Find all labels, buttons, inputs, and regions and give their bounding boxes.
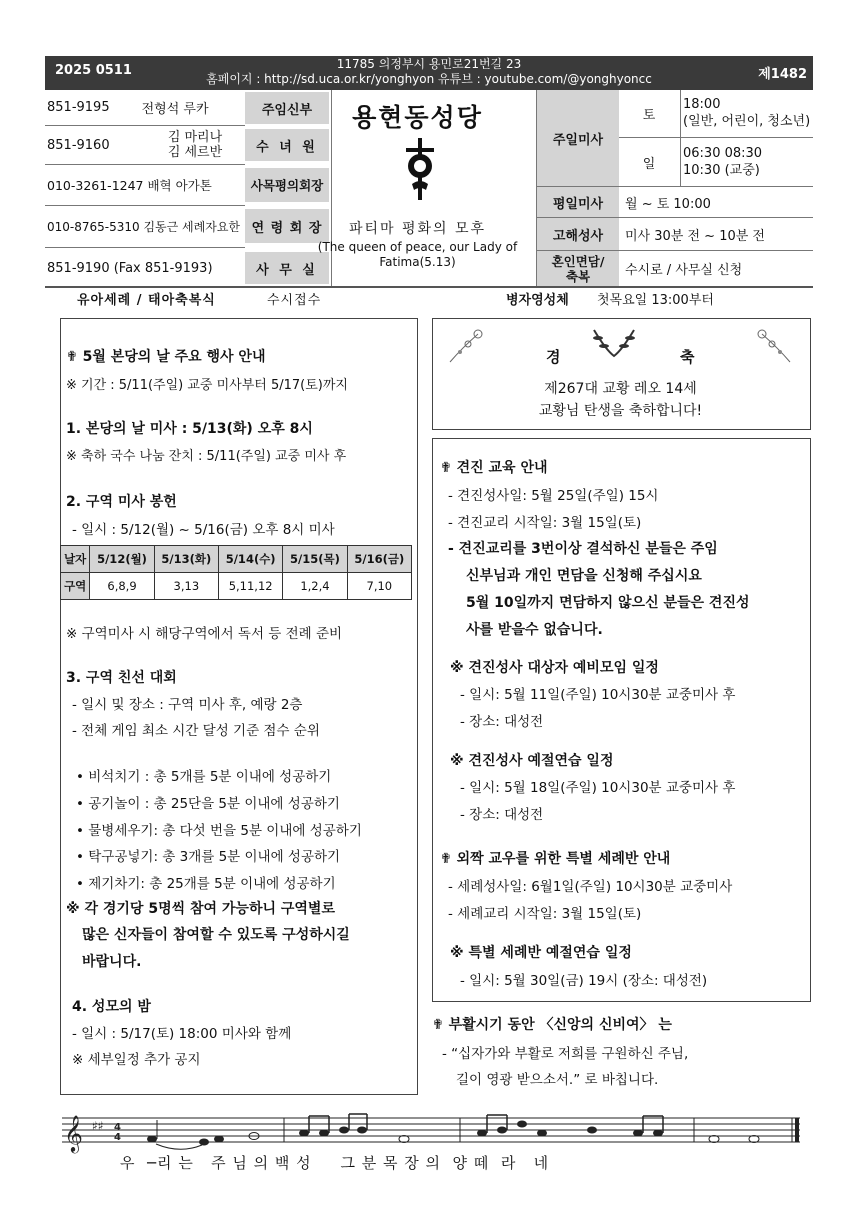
- issue-date: 2025 0511: [55, 63, 132, 78]
- svg-text:4: 4: [114, 1132, 121, 1143]
- rehearsal-title: ※ 견진성사 예절연습 일정: [450, 753, 614, 769]
- parish-day-period: ※ 기간 : 5/11(주일) 교중 미사부터 5/17(토)까지: [66, 378, 348, 393]
- flower-decoration-icon: [752, 328, 792, 364]
- mass-weekday-time: 월 ~ 토 10:00: [625, 196, 711, 212]
- congrats-line-2: 교황님 탄생을 축하합니다!: [538, 403, 703, 419]
- district-mass-table: [60, 545, 412, 600]
- church-subtitle: 파티마 평화의 모후: [348, 221, 487, 237]
- communion-label: 병자영성체: [506, 293, 569, 308]
- table-header-cell: 5/16(금): [347, 546, 411, 573]
- section2-title: 2. 구역 미사 봉헌: [66, 494, 177, 510]
- baptism-class-title-text: 외짝 교우를 위한 특별 세례반 안내: [456, 851, 671, 867]
- parish-day-title-text: 5월 본당의 날 주요 행사 안내: [82, 349, 266, 365]
- header-bar: [45, 56, 813, 90]
- game-item: • 물병세우기: 총 다섯 번을 5분 이내에 성공하기: [76, 823, 362, 839]
- web-line: 홈페이지 : http://sd.uca.or.kr/yonghyon 유튜브 : youtube.com/@yonghyoncc: [206, 72, 652, 86]
- role-office: 사 무 실: [245, 252, 329, 284]
- section3-bold-note: 바랍니다.: [82, 954, 142, 970]
- section4-line1: - 일시 : 5/17(토) 18:00 미사와 함께: [72, 1026, 292, 1042]
- church-subtitle-en: (The queen of peace, our Lady of Fatima(5.13): [317, 240, 518, 269]
- confirmation-bold: 5월 10일까지 면담하지 않으신 분들은 견진성: [466, 595, 750, 611]
- baptism-class-title: [440, 848, 670, 868]
- confession-time: 미사 30분 전 ~ 10분 전: [625, 228, 765, 244]
- mass-sunday-label: 주일미사: [537, 90, 619, 186]
- cross-icon: ✟: [440, 851, 452, 867]
- table-cell: 3,13: [154, 573, 218, 600]
- rehearsal-line: - 일시: 5월 18일(주일) 10시30분 교중미사 후: [460, 780, 736, 796]
- confirmation-title: [440, 457, 548, 477]
- table-header-cell: 5/13(화): [154, 546, 218, 573]
- baptism-class-line: - 세례성사일: 6월1일(주일) 10시30분 교중미사: [448, 879, 733, 895]
- congrats-word-1: 경: [546, 348, 561, 366]
- section4-title: 4. 성모의 밤: [72, 999, 151, 1015]
- confirmation-bold: - 견진교리를 3번이상 결석하신 분들은 주임: [448, 541, 718, 557]
- baptism-info: 수시접수: [267, 293, 322, 308]
- hymn-lyrics: 우 ─리 는 주 님 의 백 성 그 분 목 장 의 양 떼 라 네: [120, 1154, 550, 1172]
- section3-bold-note: 많은 신자들이 참여할 수 있도록 구성하시길: [82, 927, 350, 943]
- address-line: 11785 의정부시 용민로21번길 23: [336, 57, 522, 71]
- congrats-line-1: 제267대 교황 레오 14세: [544, 381, 697, 397]
- baptism-class-line: - 세례교리 시작일: 3월 15일(토): [448, 906, 642, 922]
- laurel-icon: [586, 326, 642, 360]
- table-row: [61, 546, 412, 573]
- table-cell: 7,10: [347, 573, 411, 600]
- cross-icon: ✟: [440, 460, 452, 476]
- contact-office: 851-9190 (Fax 851-9193): [47, 260, 213, 276]
- mass-sat-label: 토: [642, 107, 656, 123]
- confirmation-title-text: 견진 교육 안내: [456, 460, 548, 476]
- contact-council: 010-3261-1247 배혁 아가톤: [47, 178, 212, 193]
- table-cell: 구역: [61, 573, 90, 600]
- confession-label: 고해성사: [537, 218, 619, 250]
- mass-sun-time: 06:30 08:30 10:30 (교중): [683, 146, 763, 178]
- mass-weekday-label: 평일미사: [537, 187, 619, 217]
- mass-sun-label: 일: [642, 156, 656, 172]
- role-pastor: 주임신부: [245, 92, 329, 124]
- table-header-cell: 5/15(목): [283, 546, 347, 573]
- section3-title: 3. 구역 친선 대회: [66, 670, 177, 686]
- pre-meeting-title: ※ 견진성사 대상자 예비모임 일정: [450, 660, 659, 676]
- section2-note: ※ 구역미사 시 해당구역에서 독서 등 전례 준비: [66, 626, 343, 642]
- baptism-rehearsal-line: - 일시: 5월 30일(금) 19시 (장소: 대성전): [460, 973, 708, 989]
- table-row: [61, 573, 412, 600]
- baptism-label: 유아세례 / 태아축복식: [77, 293, 216, 308]
- confirmation-line: - 견진성사일: 5월 25일(주일) 15시: [448, 488, 659, 504]
- svg-text:♯♯: ♯♯: [92, 1119, 104, 1133]
- contact-name-2: 김 마리나 김 세르반: [167, 130, 223, 160]
- game-item: • 탁구공넣기: 총 3개를 5분 이내에 성공하기: [76, 849, 341, 865]
- role-convent: 수 녀 원: [245, 129, 329, 161]
- section2-date: - 일시 : 5/12(월) ~ 5/16(금) 오후 8시 미사: [72, 522, 335, 538]
- easter-title-text: 부활시기 동안 〈신앙의 신비여〉 는: [448, 1017, 672, 1033]
- game-item: • 제기차기: 총 25개를 5분 이내에 성공하기: [76, 876, 336, 892]
- church-emblem-icon: [402, 138, 438, 200]
- flower-decoration-icon: [448, 328, 488, 364]
- section1-title: 1. 본당의 날 미사 : 5/13(화) 오후 8시: [66, 421, 313, 437]
- game-item: • 비석치기 : 총 5개를 5분 이내에 성공하기: [76, 769, 332, 785]
- easter-line: 길이 영광 받으소서.” 로 바칩니다.: [456, 1072, 659, 1088]
- baptism-rehearsal-title: ※ 특별 세례반 예절연습 일정: [450, 945, 632, 961]
- game-item: • 공기놀이 : 총 25단을 5분 이내에 성공하기: [76, 796, 340, 812]
- contact-name: 전형석 루카: [141, 101, 209, 117]
- svg-text:𝄞: 𝄞: [64, 1114, 83, 1152]
- table-cell: 1,2,4: [283, 573, 347, 600]
- communion-info: 첫목요일 13:00부터: [597, 293, 714, 308]
- section4-line2: ※ 세부일정 추가 공지: [72, 1052, 201, 1068]
- role-council: 사목평의회장: [245, 168, 329, 202]
- confirmation-bold: 신부님과 개인 면담을 신청해 주십시요: [466, 568, 702, 584]
- section3-line2: - 전체 게임 최소 시간 달성 기준 점수 순위: [72, 723, 320, 739]
- contact-funeral: 010-8765-5310 김동근 세례자요한: [47, 219, 241, 234]
- cross-icon: ✟: [66, 349, 78, 365]
- section1-note: ※ 축하 국수 나눔 잔치 : 5/11(주일) 교중 미사 후: [66, 449, 347, 464]
- easter-line: - “십자가와 부활로 저희를 구원하신 주님,: [442, 1046, 689, 1062]
- rehearsal-line: - 장소: 대성전: [460, 807, 544, 823]
- pre-meeting-line: - 일시: 5월 11일(주일) 10시30분 교중미사 후: [460, 687, 736, 703]
- cross-icon: ✟: [432, 1017, 444, 1033]
- issue-number: 제1482: [758, 67, 807, 82]
- header-address: [45, 57, 813, 87]
- table-cell: 6,8,9: [90, 573, 154, 600]
- pre-meeting-line: - 장소: 대성전: [460, 714, 544, 730]
- parish-day-title: [66, 346, 265, 366]
- mass-sat-time: 18:00 (일반, 어린이, 청소년): [683, 97, 811, 129]
- easter-title: [432, 1014, 672, 1034]
- table-header-cell: 5/14(수): [219, 546, 283, 573]
- svg-text:4: 4: [114, 1122, 121, 1133]
- table-cell: 5,11,12: [219, 573, 283, 600]
- congrats-word-2: 축: [680, 348, 695, 366]
- info-strip: [45, 288, 813, 308]
- marriage-time: 수시로 / 사무실 신청: [625, 263, 743, 278]
- confirmation-line: - 견진교리 시작일: 3월 15일(토): [448, 515, 642, 531]
- section3-line1: - 일시 및 장소 : 구역 미사 후, 예랑 2층: [72, 697, 303, 713]
- contact-phone-2: 851-9160: [47, 137, 110, 153]
- table-header-cell: 날자: [61, 546, 90, 573]
- section3-bold-note: ※ 각 경기당 5명씩 참여 가능하니 구역별로: [66, 901, 335, 917]
- contact-phone-1: [47, 90, 242, 124]
- confirmation-bold: 사를 받을수 없습니다.: [466, 622, 603, 638]
- marriage-label: 혼인면담/ 축복: [537, 251, 619, 286]
- contact-phone-text: 851-9195: [47, 99, 110, 115]
- role-funeral: 연 령 회 장: [245, 209, 329, 243]
- church-name: 용현동성당: [352, 103, 483, 132]
- table-header-cell: 5/12(월): [90, 546, 154, 573]
